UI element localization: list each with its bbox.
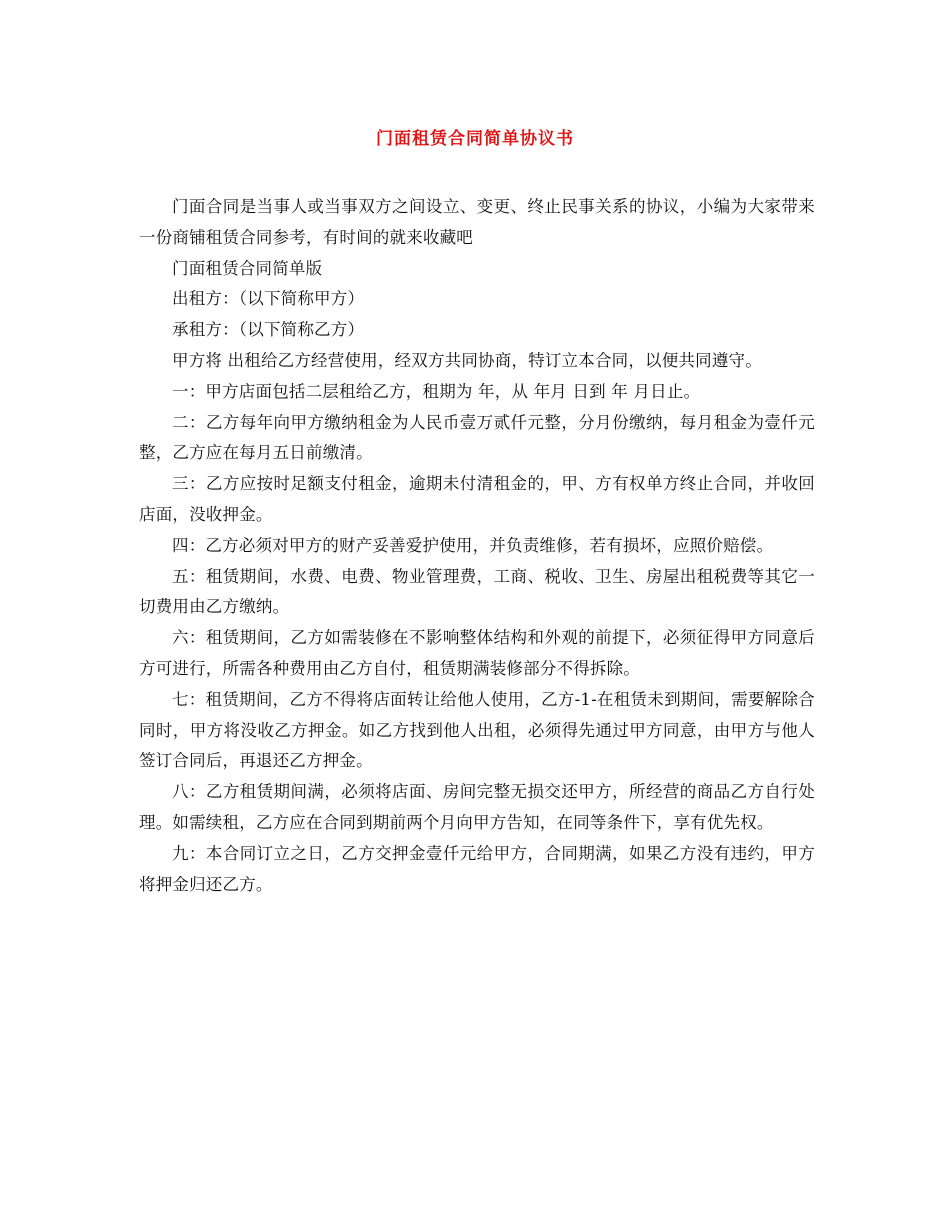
clause-9: 九：本合同订立之日，乙方交押金壹仟元给甲方，合同期满，如果乙方没有违约，甲方将押金归还乙方。 bbox=[139, 843, 815, 894]
clause-2: 二：乙方每年向甲方缴纳租金为人民币壹万贰仟元整，分月份缴纳，每月租金为壹仟元整，乙方应在每月五日前缴清。 bbox=[139, 412, 815, 463]
document-body bbox=[139, 192, 815, 900]
clause-3: 三：乙方应按时足额支付租金，逾期未付清租金的，甲、方有权单方终止合同，并收回店面，没收押金。 bbox=[139, 474, 815, 524]
clause-8: 八：乙方租赁期间满，必须将店面、房间完整无损交还甲方，所经营的商品乙方自行处理。如需续租，乙方应在合同到期前两个月向甲方告知，在同等条件下，享有优先权。 bbox=[139, 782, 815, 832]
clause-6: 六：租赁期间，乙方如需装修在不影响整体结构和外观的前提下，必须征得甲方同意后方可进行，所需各种费用由乙方自付，租赁期满装修部分不得拆除。 bbox=[139, 628, 815, 678]
clause-5: 五：租赁期间，水费、电费、物业管理费，工商、税收、卫生、房屋出租税费等其它一切费用由乙方缴纳。 bbox=[139, 566, 815, 617]
paragraph-lessor: 出租方：（以下简称甲方） bbox=[172, 289, 365, 309]
clause-1: 一：甲方店面包括二层租给乙方，租期为 年，从 年月 日到 年 月日止。 bbox=[172, 381, 701, 401]
clause-7: 七：租赁期间，乙方不得将店面转让给他人使用，乙方-1-在租赁未到期间，需要解除合同时，甲方将没收乙方押金。如乙方找到他人出租，必须得先通过甲方同意，由甲方与他人签订合同后，再退还乙方押金。 bbox=[139, 689, 815, 771]
paragraph-subtitle: 门面租赁合同简单版 bbox=[172, 258, 323, 278]
document-title: 门面租赁合同简单协议书 bbox=[376, 129, 574, 149]
paragraph-intro: 门面合同是当事人或当事双方之间设立、变更、终止民事关系的协议，小编为大家带来一份商铺租赁合同参考，有时间的就来收藏吧 bbox=[139, 197, 815, 247]
clause-4: 四：乙方必须对甲方的财产妥善爱护使用，并负责维修，若有损坏，应照价赔偿。 bbox=[172, 535, 774, 555]
paragraph-preamble: 甲方将 出租给乙方经营使用，经双方共同协商，特订立本合同，以便共同遵守。 bbox=[172, 350, 762, 370]
paragraph-lessee: 承租方：（以下简称乙方） bbox=[172, 320, 365, 340]
